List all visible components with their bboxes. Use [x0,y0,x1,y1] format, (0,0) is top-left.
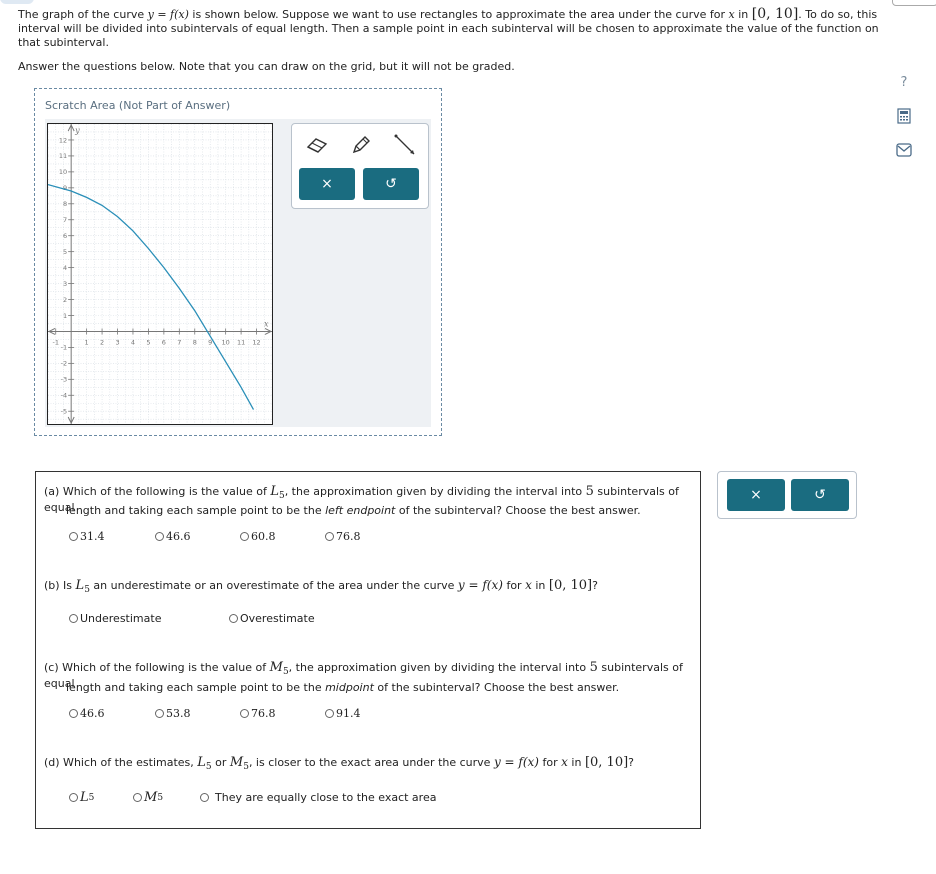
question-c: (c) Which of the following is the value of $M_5$, the approximation given by dividing the interval into 5 subintervals of equal [44,660,683,691]
y-tick-label: 12 [58,136,68,145]
y-tick-label: -3 [60,375,68,384]
option-c-1[interactable]: 46.6 [69,707,105,720]
eraser-tool[interactable] [298,130,336,160]
option-a-1[interactable]: 31.4 [69,530,105,543]
x-tick-label: 6 [161,338,166,347]
radio[interactable] [133,793,142,802]
scratch-title: Scratch Area (Not Part of Answer) [45,99,231,112]
scratch-clear-button[interactable]: × [299,168,355,200]
y-tick-label: 1 [63,311,68,320]
y-axis-label: y [75,126,80,135]
option-c-3[interactable]: 76.8 [240,707,276,720]
pencil-icon [350,134,372,156]
problem-intro: The graph of the curve y = f(x) is shown below. Suppose we want to use rectangles to approximate the area under the curve for x in [0, 10]. To do so, this interval will be divided into subintervals of equal length. Then a sample point in each subinterval will be chosen to approximate the value of the function on that subinterval. [18,6,879,49]
drawing-toolbox [291,123,429,209]
top-left-decoration [0,0,34,4]
questions-panel [35,471,701,829]
y-tick-label: 8 [63,200,68,209]
radio[interactable] [69,614,78,623]
undo-answer-button[interactable]: ↺ [791,479,849,511]
x-tick-label: 9 [208,338,213,347]
y-tick-label: 2 [63,295,68,304]
scratch-area [34,88,442,436]
radio[interactable] [240,709,249,718]
y-tick-label: -4 [60,391,68,400]
radio[interactable] [69,532,78,541]
y-tick-label: 7 [63,216,68,225]
option-c-4[interactable]: 91.4 [325,707,361,720]
question-d: (d) Which of the estimates, $L_5$ or $M_5$, is closer to the exact area under the curve y = f(x) for x in [0, 10]? [44,755,635,773]
radio[interactable] [155,709,164,718]
y-tick-label: 9 [63,184,68,193]
question-c-line2: length and taking each sample point to be the midpoint of the subinterval? Choose the best answer. [66,681,620,694]
graph-panel[interactable] [47,123,273,425]
x-tick-label: 7 [177,338,182,347]
option-d-m5[interactable]: M 5 [133,790,163,805]
y-tick-label: 6 [63,232,68,241]
x-tick-label: 3 [115,338,120,347]
option-overestimate[interactable]: Overestimate [229,612,315,625]
question-b: (b) Is $L_5$ an underestimate or an overestimate of the area under the curve y = f(x) for x in [0, 10]? [44,578,598,596]
clear-answer-button[interactable]: × [727,479,785,511]
option-a-2[interactable]: 46.6 [155,530,191,543]
y-tick-label: -2 [60,359,68,368]
scratch-undo-button[interactable]: ↺ [363,168,419,200]
mail-icon[interactable] [892,140,916,160]
option-a-4[interactable]: 76.8 [325,530,361,543]
x-tick-label: 5 [146,338,151,347]
radio[interactable] [200,793,209,802]
line-tool[interactable] [386,130,424,160]
option-d-l5[interactable]: L 5 [69,790,94,805]
answer-note: Answer the questions below. Note that you can draw on the grid, but it will not be graded. [18,60,515,73]
question-a: (a) Which of the following is the value of $L_5$, the approximation given by dividing the interval into 5 subintervals of equal [44,484,679,515]
answer-actions [717,471,857,519]
option-underestimate[interactable]: Underestimate [69,612,161,625]
y-tick-label: 3 [63,279,68,288]
radio[interactable] [325,709,334,718]
calculator-icon[interactable] [892,106,916,126]
y-tick-label: -1 [60,343,68,352]
x-tick-label: 8 [192,338,197,347]
line-icon [393,133,417,157]
x-tick-label: 11 [236,338,246,347]
x-tick-label: -1 [52,338,59,347]
question-a-line2: length and taking each sample point to be the left endpoint of the subinterval? Choose the best answer. [66,504,641,517]
x-tick-label: 2 [99,338,105,347]
option-d-equal[interactable]: They are equally close to the exact area [200,791,436,804]
y-tick-label: 5 [63,247,68,256]
x-tick-label: 12 [252,338,261,347]
y-tick-label: -5 [60,407,68,416]
y-tick-label: 4 [63,263,68,272]
option-c-2[interactable]: 53.8 [155,707,191,720]
x-tick-label: 1 [84,338,89,347]
pencil-tool[interactable] [342,130,380,160]
radio[interactable] [69,793,78,802]
top-right-tab[interactable] [892,0,936,6]
help-icon[interactable]: ? [900,74,908,90]
y-tick-label: 11 [58,152,68,161]
graph-svg[interactable] [48,124,272,424]
y-tick-label: 10 [58,168,68,177]
option-a-3[interactable]: 60.8 [240,530,276,543]
radio[interactable] [325,532,334,541]
radio[interactable] [240,532,249,541]
radio[interactable] [229,614,238,623]
x-tick-label: 4 [130,338,136,347]
x-tick-label: 10 [221,338,230,347]
radio[interactable] [155,532,164,541]
x-axis-label: x [264,319,269,329]
radio[interactable] [69,709,78,718]
eraser-icon [305,136,329,154]
